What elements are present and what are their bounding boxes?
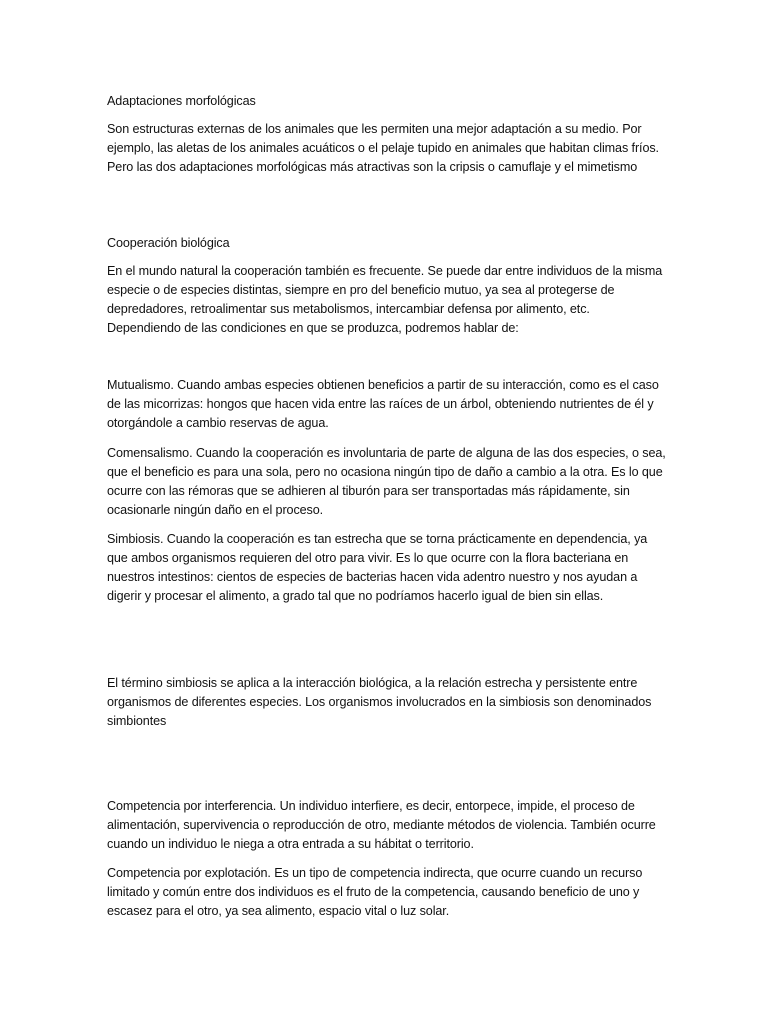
- paragraph-comensalismo: Comensalismo. Cuando la cooperación es involuntaria de parte de alguna de las dos especies, o sea, que el beneficio es para una sola, pero no ocasiona ningún tipo de daño a cambio a la otra. Es lo que ocurre con las rémoras que se adhieren al tiburón para ser transportadas más rápidamente, sin ocasionarle ningún daño en el proceso.: [107, 446, 666, 517]
- paragraph-competencia-explotacion: Competencia por explotación. Es un tipo de competencia indirecta, que ocurre cuando un recurso limitado y común entre dos individuos es el fruto de la competencia, causando beneficio de uno y escasez para el otro, ya sea alimento, espacio vital o luz solar.: [107, 866, 643, 918]
- paragraph-mutualismo: Mutualismo. Cuando ambas especies obtienen beneficios a partir de su interacción, como es el caso de las micorrizas: hongos que hacen vida entre las raíces de un árbol, obteniendo nutrientes de él y otorgándole a cambio reservas de agua.: [107, 378, 659, 430]
- paragraph-adaptaciones: Son estructuras externas de los animales que les permiten una mejor adaptación a su medio. Por ejemplo, las aletas de los animales acuáticos o el pelaje tupido en animales que habitan climas fríos. Pero las dos adaptaciones morfológicas más atractivas son la cripsis o camuflaje y el mimetismo: [107, 122, 659, 174]
- paragraph-cooperacion: En el mundo natural la cooperación también es frecuente. Se puede dar entre individuos de la misma especie o de especies distintas, siempre en pro del beneficio mutuo, ya sea al protegerse de depredadores, retroalimentar sus metabolismos, intercambiar defensa por alimento, etc. Dependiendo de las condiciones en que se produzca, podremos hablar de:: [107, 264, 663, 335]
- paragraph-simbiosis: Simbiosis. Cuando la cooperación es tan estrecha que se torna prácticamente en dependencia, ya que ambos organismos requieren del otro para vivir. Es lo que ocurre con la flora bacteriana en nuestros intestinos: cientos de especies de bacterias hacen vida adentro nuestro y nos ayudan a digerir y procesar el alimento, a grado tal que no podríamos hacerlo igual de bien sin ellas.: [107, 532, 648, 603]
- paragraph-termino-simbiosis: El término simbiosis se aplica a la interacción biológica, a la relación estrecha y persistente entre organismos de diferentes especies. Los organismos involucrados en la simbiosis son denominados simbiontes: [107, 676, 652, 728]
- heading-adaptaciones-morfologicas: Adaptaciones morfológicas: [107, 94, 256, 108]
- heading-cooperacion-biologica: Cooperación biológica: [107, 236, 230, 250]
- paragraph-competencia-interferencia: Competencia por interferencia. Un individuo interfiere, es decir, entorpece, impide, el proceso de alimentación, supervivencia o reproducción de otro, mediante métodos de violencia. También ocurre cuando un individuo le niega a otra entrada a su hábitat o territorio.: [107, 799, 656, 851]
